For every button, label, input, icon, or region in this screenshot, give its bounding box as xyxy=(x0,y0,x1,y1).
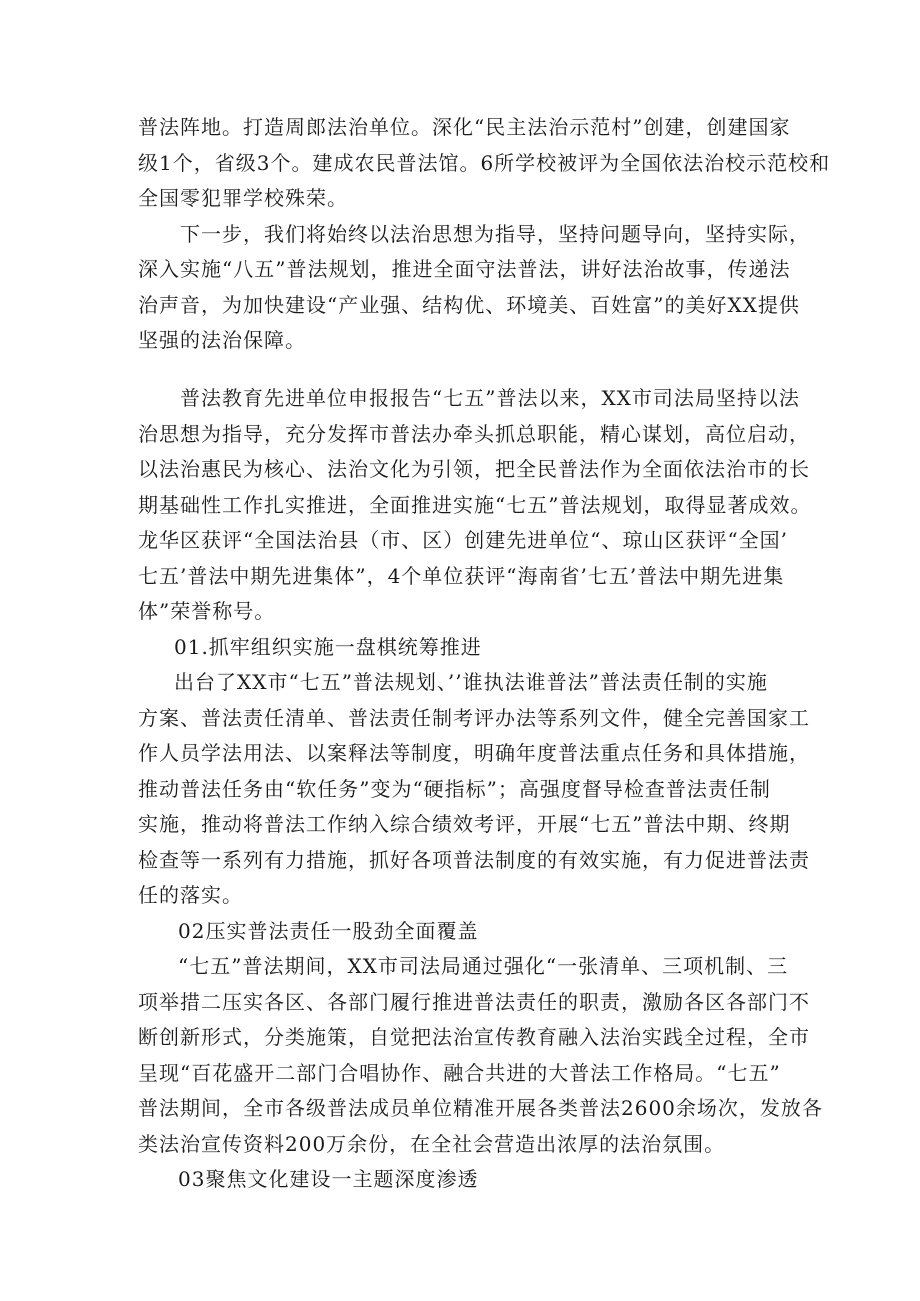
text-line: 坚强的法治保障。 xyxy=(138,328,306,352)
text-line: 断创新形式，分类施策，自觉把法治宣传教育融入法治实践全过程，全市 xyxy=(138,1025,810,1049)
text-line: 治思想为指导，充分发挥市普法办牵头抓总职能，精心谋划，高位启动， xyxy=(138,421,810,446)
text-line: 下一步，我们将始终以法治思想为指导，坚持问题导向，坚持实际， xyxy=(180,221,810,246)
text-line: 检查等一系列有力措施，抓好各项普法制度的有效实施，有力促进普法责 xyxy=(138,847,810,872)
paragraph-group-b xyxy=(138,381,823,1198)
text-line: 方案、普法责任清单、普法责任制考评办法等系列文件，健全完善国家工 xyxy=(138,705,810,730)
text-line: 龙华区获评“全国法治县（市、区）创建先进单位“、琼山区获评“全国’ xyxy=(138,528,789,552)
section-heading-02: 02压实普法责任一股劲全面覆盖 xyxy=(178,918,479,943)
text-line: 体”荣誉称号。 xyxy=(138,599,276,623)
section-heading-01: 01.抓牢组织实施一盘棋统筹推进 xyxy=(174,634,482,659)
text-line: 期基础性工作扎实推进，全面推进实施“七五”普法规划，取得显著成效。 xyxy=(138,492,812,517)
text-line: 推动普法任务由“软任务”变为“硬指标”；高强度督导检查普法责任制 xyxy=(138,776,771,801)
text-line: 普法期间，全市各级普法成员单位精准开展各类普法2600余场次，发放各 xyxy=(138,1096,823,1120)
text-line: 作人员学法用法、以案释法等制度，明确年度普法重点任务和具体措施， xyxy=(138,741,810,765)
text-line: 以法治惠民为核心、法治文化为引领，把全民普法作为全面依法治市的长 xyxy=(138,457,810,481)
text-line: “七五”普法期间，XX市司法局通过强化“一张清单、三项机制、三 xyxy=(178,954,789,978)
text-line: 实施，推动将普法工作纳入综合绩效考评，开展“七五”普法中期、终期 xyxy=(138,812,791,836)
section-heading-03: 03聚焦文化建设一主题深度渗透 xyxy=(178,1167,479,1191)
text-line: 任的落实。 xyxy=(138,883,243,907)
text-line: 深入实施“八五”普法规划，推进全面守法普法，讲好法治故事，传递法 xyxy=(138,257,791,281)
paragraph-group-a xyxy=(138,110,831,359)
text-line: 七五’普法中期先进集体”，4个单位获评“海南省’七五’普法中期先进集 xyxy=(138,563,785,588)
text-line: 项举措二压实各区、各部门履行推进普法责任的职责，激励各区各部门不 xyxy=(138,989,810,1014)
text-line: 全国零犯罪学校殊荣。 xyxy=(138,186,348,210)
text-line: 类法治宣传资料200万余份，在全社会营造出浓厚的法治氛围。 xyxy=(138,1131,726,1156)
text-line: 普法教育先进单位申报报告“七五”普法以来，XX市司法局坚持以法 xyxy=(180,386,800,410)
text-line: 级1个，省级3个。建成农民普法馆。6所学校被评为全国依法治校示范校和 xyxy=(138,150,831,175)
text-line: 呈现“百花盛开二部门合唱协作、融合共进的大普法工作格局。“七五” xyxy=(138,1060,781,1085)
text-line: 治声音，为加快建设“产业强、结构优、环境美、百姓富”的美好XX提供 xyxy=(138,292,800,317)
text-line: 普法阵地。打造周郎法治单位。深化“民主法治示范村”创建，创建国家 xyxy=(138,115,791,139)
text-line: 出台了XX市“七五”普法规划、’’谁执法谁普法”普法责任制的实施 xyxy=(174,670,768,694)
